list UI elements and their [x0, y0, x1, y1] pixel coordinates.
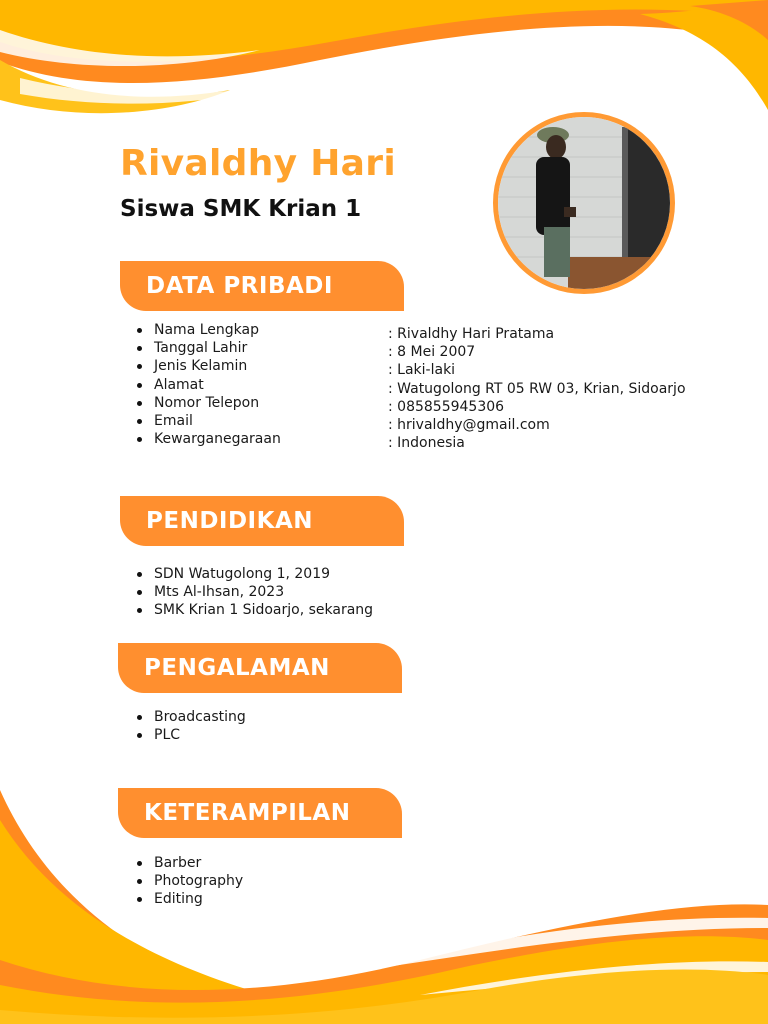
- list-item: Alamat: [134, 376, 281, 394]
- education-list: [134, 565, 373, 620]
- profile-photo: [493, 112, 675, 294]
- personal-data-labels: [134, 321, 281, 448]
- skills-list: [134, 854, 243, 909]
- list-item: Tanggal Lahir: [134, 339, 281, 357]
- section-header-data-pribadi: [120, 261, 404, 311]
- list-item: SDN Watugolong 1, 2019: [134, 565, 373, 583]
- section-header-pendidikan: [120, 496, 404, 546]
- section-title-pengalaman: PENGALAMAN: [144, 655, 330, 681]
- list-item: Mts Al-Ihsan, 2023: [134, 583, 373, 601]
- value-item: : hrivaldhy@gmail.com: [388, 417, 550, 434]
- person-name: Rivaldhy Hari: [120, 143, 396, 184]
- list-item: SMK Krian 1 Sidoarjo, sekarang: [134, 601, 373, 619]
- list-item: Nama Lengkap: [134, 321, 281, 339]
- value-item: : Watugolong RT 05 RW 03, Krian, Sidoarjo: [388, 380, 686, 397]
- list-item: PLC: [134, 726, 246, 744]
- section-title-pendidikan: PENDIDIKAN: [146, 508, 313, 534]
- list-item: Email: [134, 412, 281, 430]
- section-header-pengalaman: [118, 643, 402, 693]
- personal-data-values: [388, 325, 686, 452]
- list-item: Broadcasting: [134, 708, 246, 726]
- list-item: Nomor Telepon: [134, 394, 281, 412]
- list-item: Barber: [134, 854, 243, 872]
- value-item: : Laki-laki: [388, 362, 456, 379]
- list-item: Jenis Kelamin: [134, 357, 281, 375]
- top-wave-yellow: [0, 0, 768, 62]
- value-item: : 085855945306: [388, 398, 505, 415]
- list-item: Kewarganegaraan: [134, 430, 281, 448]
- experience-list: [134, 708, 246, 744]
- value-item: : Rivaldhy Hari Pratama: [388, 326, 555, 342]
- person-subtitle: Siswa SMK Krian 1: [120, 196, 362, 222]
- list-item: Photography: [134, 872, 243, 890]
- value-item: : Indonesia: [388, 435, 465, 452]
- section-header-keterampilan: [118, 788, 402, 838]
- section-title-keterampilan: KETERAMPILAN: [144, 800, 351, 826]
- value-item: : 8 Mei 2007: [388, 344, 476, 361]
- list-item: Editing: [134, 890, 243, 908]
- section-title-data-pribadi: DATA PRIBADI: [146, 273, 333, 299]
